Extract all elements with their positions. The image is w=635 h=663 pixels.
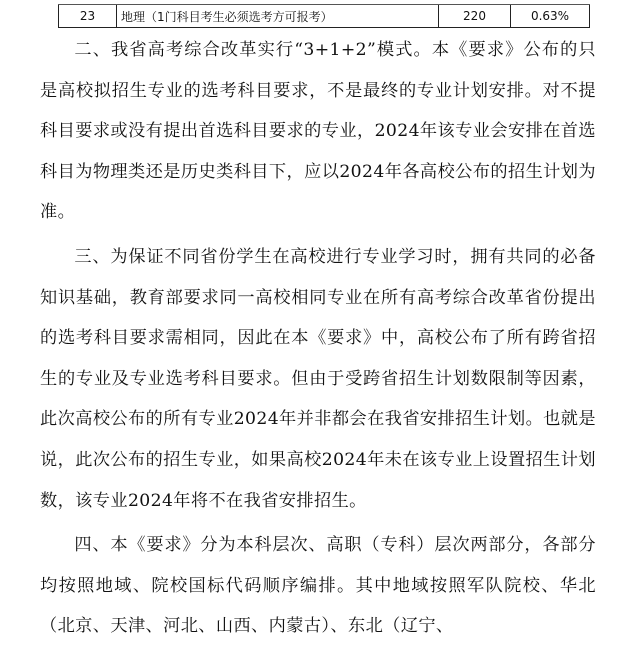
- row-index: 23: [58, 5, 116, 27]
- document-body: [40, 30, 596, 647]
- percentage: 0.63%: [510, 5, 590, 27]
- major-count: 220: [438, 5, 510, 27]
- table-row: [58, 4, 590, 28]
- paragraph-four: 四、本《要求》分为本科层次、高职（专科）层次两部分，各部分均按照地域、院校国标代码顺序编排。其中地域按照军队院校、华北（北京、天津、河北、山西、内蒙古）、东北（辽宁、: [40, 535, 596, 637]
- subject-requirement: 地理（1门科目考生必须选考方可报考）: [116, 5, 438, 27]
- paragraph-two: 二、我省高考综合改革实行“3+1+2”模式。本《要求》公布的只是高校拟招生专业的选考科目要求，不是最终的专业计划安排。对不提科目要求或没有提出首选科目要求的专业，2024年该专业会安排在首选科目为物理类还是历史类科目下，应以2024年各高校公布的招生计划为准。: [40, 40, 596, 223]
- paragraph-three: 三、为保证不同省份学生在高校进行专业学习时，拥有共同的必备知识基础，教育部要求同一高校相同专业在所有高考综合改革省份提出的选考科目要求需相同，因此在本《要求》中，高校公布了所有跨省招生的专业及专业选考科目要求。但由于受跨省招生计划数限制等因素，此次高校公布的所有专业2024年并非都会在我省安排招生计划。也就是说，此次公布的招生专业，如果高校2024年未在该专业上设置招生计划数，该专业2024年将不在我省安排招生。: [40, 246, 596, 511]
